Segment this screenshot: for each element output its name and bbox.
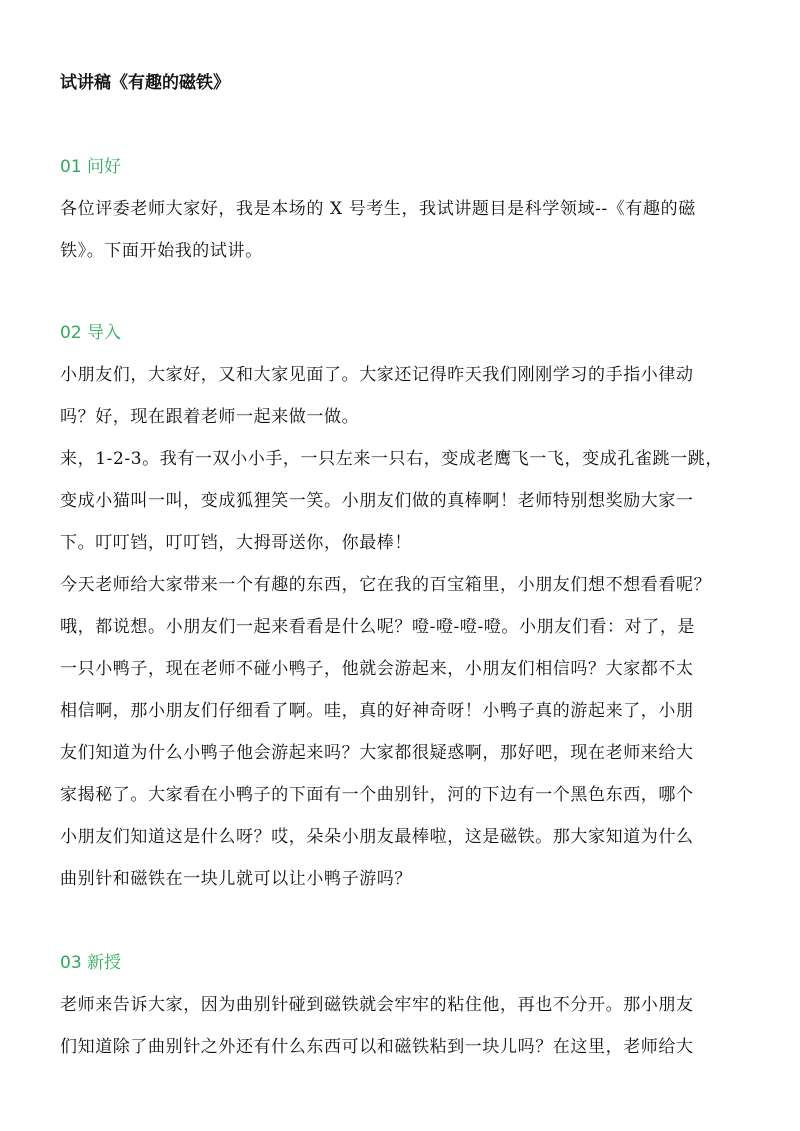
paragraph-line: 吗？好，现在跟着老师一起来做一做。 bbox=[60, 407, 360, 427]
section-heading-greeting: 01 问好 bbox=[60, 157, 122, 177]
paragraph-line: 老师来告诉大家，因为曲别针碰到磁铁就会牢牢的粘住他，再也不分开。那小朋友 bbox=[60, 995, 694, 1015]
paragraph-line: 小朋友们，大家好，又和大家见面了。大家还记得昨天我们刚刚学习的手指小律动 bbox=[60, 365, 694, 385]
paragraph-line: 下。叮叮铛，叮叮铛，大拇哥送你，你最棒！ bbox=[60, 533, 412, 553]
paragraph-line: 相信啊，那小朋友们仔细看了啊。哇，真的好神奇呀！小鸭子真的游起来了，小朋 bbox=[60, 701, 694, 721]
paragraph-line: 哦，都说想。小朋友们一起来看看是什么呢？噔-噔-噔-噔。小朋友们看：对了，是 bbox=[60, 617, 696, 637]
document-title: 试讲稿《有趣的磁铁》 bbox=[60, 73, 230, 93]
section-heading-introduction: 02 导入 bbox=[60, 323, 122, 343]
paragraph-line: 友们知道为什么小鸭子他会游起来吗？大家都很疑惑啊，那好吧，现在老师来给大 bbox=[60, 743, 694, 763]
paragraph-line: 来，1-2-3。我有一双小小手，一只左来一只右，变成老鹰飞一飞，变成孔雀跳一跳， bbox=[60, 449, 723, 469]
paragraph-line: 铁》。下面开始我的试讲。 bbox=[60, 241, 263, 261]
paragraph-line: 小朋友们知道这是什么呀？哎，朵朵小朋友最棒啦，这是磁铁。那大家知道为什么 bbox=[60, 827, 694, 847]
paragraph-line: 们知道除了曲别针之外还有什么东西可以和磁铁粘到一块儿吗？在这里，老师给大 bbox=[60, 1037, 694, 1057]
paragraph-line: 今天老师给大家带来一个有趣的东西，它在我的百宝箱里，小朋友们想不想看看呢？ bbox=[60, 575, 712, 595]
paragraph-line: 各位评委老师大家好，我是本场的 X 号考生，我试讲题目是科学领域--《有趣的磁 bbox=[60, 199, 696, 219]
paragraph-line: 家揭秘了。大家看在小鸭子的下面有一个曲别针，河的下边有一个黑色东西，哪个 bbox=[60, 785, 694, 805]
paragraph-line: 一只小鸭子，现在老师不碰小鸭子，他就会游起来，小朋友们相信吗？大家都不太 bbox=[60, 659, 694, 679]
section-heading-new-lesson: 03 新授 bbox=[60, 953, 122, 973]
paragraph-line: 曲别针和磁铁在一块儿就可以让小鸭子游吗？ bbox=[60, 869, 412, 889]
paragraph-line: 变成小猫叫一叫，变成狐狸笑一笑。小朋友们做的真棒啊！老师特别想奖励大家一 bbox=[60, 491, 694, 511]
